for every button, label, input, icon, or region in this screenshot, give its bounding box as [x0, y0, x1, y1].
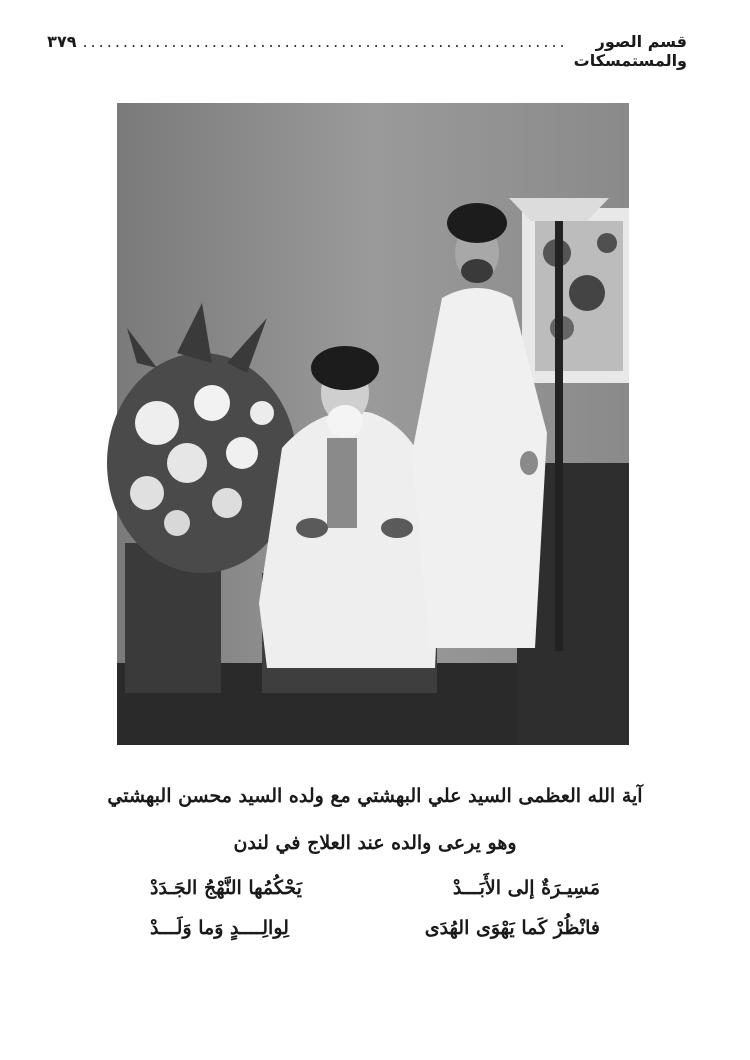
poem-verse-1-second-hemistich: يَحْكُمُها النَّهْجُ الجَـدَدْ [150, 877, 302, 899]
poem-verse-2 [150, 917, 600, 939]
wall-painting [522, 208, 629, 383]
poem-verse-2-second-hemistich: لِوالِــــدٍ وَما وَلَـــدْ [150, 917, 289, 939]
page-number: ٣٧٩ [47, 32, 77, 51]
caption-line-1: آية الله العظمى السيد علي البهشتي مع ولده السيد محسن البهشتي [107, 785, 643, 807]
poem-verse-1 [150, 877, 600, 899]
caption-line-2: وهو يرعى والده عند العلاج في لندن [233, 832, 517, 854]
page-header [47, 32, 687, 70]
header-dot-leader: ............................................................ [82, 32, 568, 51]
poem-verse-2-first-hemistich: فانْظُرْ كَما يَهْوَى الهُدَى [424, 917, 600, 939]
portrait-photo-illustration [117, 103, 629, 745]
portrait-photo [117, 103, 629, 745]
poem-verse-1-first-hemistich: مَسِيـرَةٌ إلى الأَبَـــدْ [452, 877, 600, 899]
header-title: قسم الصور والمستمسكات [573, 32, 687, 70]
